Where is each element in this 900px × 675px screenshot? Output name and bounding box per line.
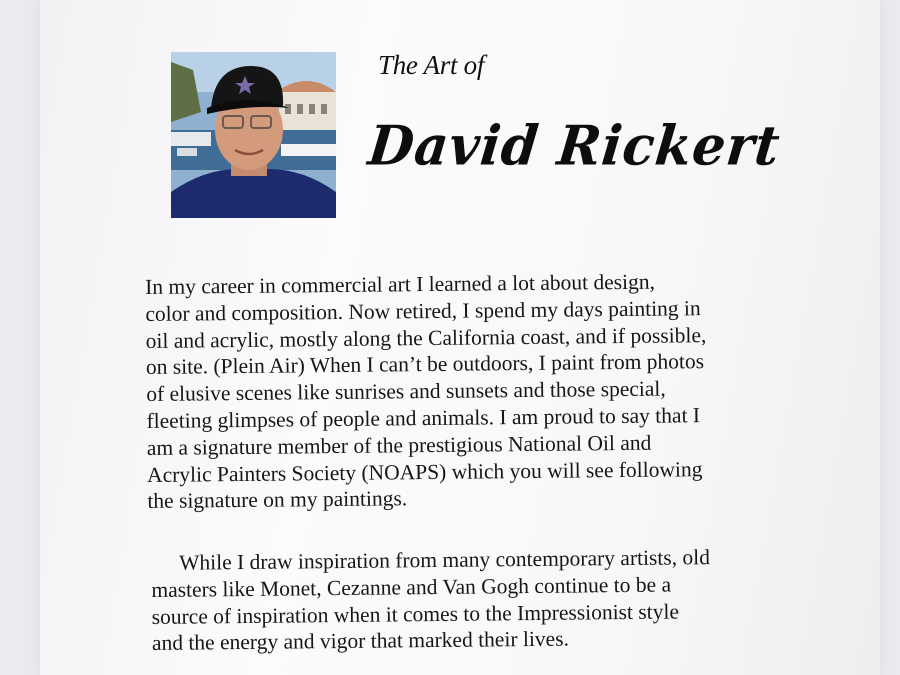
- paragraph-line: In my career in commercial art I learned a lot about design,: [145, 269, 656, 299]
- artist-portrait-photo: [171, 52, 336, 218]
- paragraph-line: While I draw inspiration from many contemporary artists, old: [179, 545, 711, 575]
- statement-paragraph-1: [145, 268, 708, 515]
- paragraph-line: color and composition. Now retired, I spend my days painting in: [145, 295, 701, 326]
- artist-name-title: David Rickert: [365, 114, 784, 179]
- paragraph-line: Acrylic Painters Society (NOAPS) which you will see following: [146, 456, 703, 487]
- paragraph-line: on site. (Plein Air) When I can’t be outdoors, I paint from photos: [145, 349, 705, 380]
- paragraph-line: source of inspiration when it comes to the Impressionist style: [151, 599, 680, 629]
- statement-paragraph-2: [151, 544, 711, 657]
- paragraph-line: masters like Monet, Cezanne and Van Gogh continue to be a: [151, 572, 672, 602]
- paragraph-line: oil and acrylic, mostly along the California coast, and if possible,: [145, 322, 707, 353]
- paragraph-line: the signature on my paintings.: [147, 486, 408, 514]
- paragraph-line: am a signature member of the prestigious National Oil and: [146, 430, 652, 460]
- paragraph-line: fleeting glimpses of people and animals. I am proud to say that I: [146, 403, 701, 433]
- paragraph-line: of elusive scenes like sunrises and sunsets and those special,: [146, 376, 666, 407]
- paragraph-line: and the energy and vigor that marked their lives.: [151, 627, 570, 656]
- title-eyebrow: The Art of: [378, 50, 485, 80]
